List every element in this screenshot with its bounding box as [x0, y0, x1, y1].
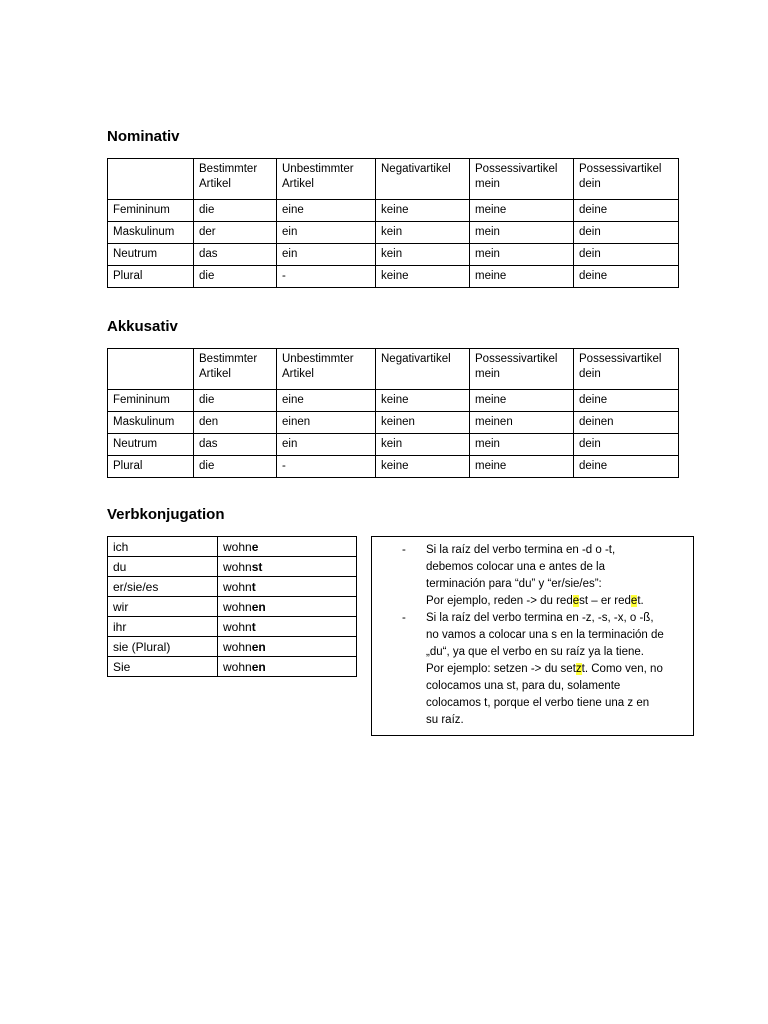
- column-header-line: mein: [475, 368, 500, 380]
- table-cell: meinen: [470, 412, 574, 434]
- column-header-line: Possessivartikel: [579, 353, 662, 365]
- column-header: [574, 159, 679, 200]
- grammar-notes-box: [371, 536, 694, 736]
- column-header-line: Artikel: [282, 368, 314, 380]
- table-header-row: [108, 349, 679, 390]
- table-cell: keinen: [376, 412, 470, 434]
- table-cell: meine: [470, 266, 574, 288]
- table-cell: mein: [470, 434, 574, 456]
- table-cell: keine: [376, 390, 470, 412]
- row-header-cell: Plural: [108, 456, 194, 478]
- column-header: [108, 159, 194, 200]
- table-cell: mein: [470, 222, 574, 244]
- column-header-line: mein: [475, 178, 500, 190]
- table-header-row: [108, 159, 679, 200]
- table-cell: deine: [574, 200, 679, 222]
- table-row: [108, 266, 679, 288]
- table-row: [108, 390, 679, 412]
- note-line: Si la raíz del verbo termina en -z, -s, -x, o -ß,: [426, 612, 654, 624]
- verb-stem: wohn: [223, 640, 252, 654]
- column-header-line: Artikel: [199, 368, 231, 380]
- verb-form-cell: [218, 637, 357, 657]
- column-header-line: dein: [579, 178, 601, 190]
- column-header: [574, 349, 679, 390]
- nominativ-table: [107, 158, 679, 288]
- column-header: [470, 159, 574, 200]
- table-cell: das: [194, 244, 277, 266]
- highlight-mark: e: [572, 595, 580, 607]
- row-header-cell: Femininum: [108, 200, 194, 222]
- table-cell: meine: [470, 456, 574, 478]
- note-line: Si la raíz del verbo termina en -d o -t,: [426, 544, 616, 556]
- table-row: [108, 434, 679, 456]
- column-header: [277, 159, 376, 200]
- verb-ending: en: [251, 660, 266, 674]
- column-header: [277, 349, 376, 390]
- column-header-line: Possessivartikel: [475, 353, 558, 365]
- row-header-cell: Femininum: [108, 390, 194, 412]
- column-header-line: Unbestimmter: [282, 353, 354, 365]
- column-header: [108, 349, 194, 390]
- verb-ending: en: [251, 600, 266, 614]
- column-header-line: Artikel: [282, 178, 314, 190]
- verb-form-cell: [218, 597, 357, 617]
- nominativ-heading: Nominativ: [107, 128, 180, 145]
- table-cell: ein: [277, 244, 376, 266]
- column-header-line: dein: [579, 368, 601, 380]
- column-header-line: Possessivartikel: [475, 163, 558, 175]
- table-cell: keine: [376, 200, 470, 222]
- table-row: [108, 637, 357, 657]
- table-cell: -: [277, 456, 376, 478]
- table-row: [108, 597, 357, 617]
- column-header-line: Bestimmter: [199, 163, 258, 175]
- column-header-line: Negativartikel: [381, 353, 451, 365]
- verb-form-cell: [218, 657, 357, 677]
- verb-form-cell: [218, 537, 357, 557]
- verb-stem: wohn: [223, 600, 252, 614]
- column-header-line: Unbestimmter: [282, 163, 354, 175]
- note-line: debemos colocar una e antes de la: [426, 561, 606, 573]
- highlight-mark: z: [575, 663, 582, 675]
- table-cell: die: [194, 200, 277, 222]
- table-cell: keine: [376, 456, 470, 478]
- table-cell: kein: [376, 434, 470, 456]
- table-row: [108, 557, 357, 577]
- verb-ending: e: [251, 540, 259, 554]
- verb-ending: en: [251, 640, 266, 654]
- table-cell: der: [194, 222, 277, 244]
- table-cell: mein: [470, 244, 574, 266]
- verb-ending: t: [251, 580, 256, 594]
- table-row: [108, 617, 357, 637]
- table-cell: ein: [277, 222, 376, 244]
- table-cell: dein: [574, 222, 679, 244]
- pronoun-cell: wir: [108, 597, 218, 617]
- bullet-dash: -: [402, 544, 406, 556]
- pronoun-cell: ihr: [108, 617, 218, 637]
- pronoun-cell: ich: [108, 537, 218, 557]
- row-header-cell: Neutrum: [108, 244, 194, 266]
- table-row: [108, 537, 357, 557]
- table-cell: meine: [470, 200, 574, 222]
- verb-conjugation-table: [107, 536, 357, 677]
- pronoun-cell: Sie: [108, 657, 218, 677]
- table-cell: den: [194, 412, 277, 434]
- verb-stem: wohn: [223, 540, 252, 554]
- table-cell: deine: [574, 390, 679, 412]
- table-cell: deine: [574, 266, 679, 288]
- column-header: [376, 349, 470, 390]
- note-text: t. Como ven, no: [581, 663, 663, 675]
- note-example-line: [426, 661, 688, 678]
- note-line: colocamos t, porque el verbo tiene una z en: [426, 697, 650, 709]
- table-row: [108, 456, 679, 478]
- note-line: colocamos una st, para du, solamente: [426, 680, 621, 692]
- note-line: no vamos a colocar una s en la terminación de: [426, 629, 664, 641]
- table-row: [108, 577, 357, 597]
- table-cell: die: [194, 390, 277, 412]
- verb-stem: wohn: [223, 580, 252, 594]
- row-header-cell: Neutrum: [108, 434, 194, 456]
- note-line: terminación para “du” y “er/sie/es”:: [426, 578, 602, 590]
- note-line: su raíz.: [426, 714, 464, 726]
- table-cell: die: [194, 456, 277, 478]
- table-cell: deinen: [574, 412, 679, 434]
- note-text: Por ejemplo, reden -> du red: [426, 595, 573, 607]
- table-cell: kein: [376, 222, 470, 244]
- table-cell: ein: [277, 434, 376, 456]
- verbkonjugation-heading: Verbkonjugation: [107, 506, 225, 523]
- table-cell: deine: [574, 456, 679, 478]
- highlight-mark: e: [630, 595, 638, 607]
- row-header-cell: Maskulinum: [108, 412, 194, 434]
- column-header-line: Possessivartikel: [579, 163, 662, 175]
- table-cell: keine: [376, 266, 470, 288]
- verb-form-cell: [218, 557, 357, 577]
- pronoun-cell: du: [108, 557, 218, 577]
- table-row: [108, 244, 679, 266]
- table-cell: meine: [470, 390, 574, 412]
- column-header: [376, 159, 470, 200]
- table-cell: dein: [574, 244, 679, 266]
- bullet-dash: -: [402, 612, 406, 624]
- table-cell: das: [194, 434, 277, 456]
- akkusativ-table: [107, 348, 679, 478]
- verb-form-cell: [218, 577, 357, 597]
- verb-stem: wohn: [223, 620, 252, 634]
- verb-form-cell: [218, 617, 357, 637]
- verb-ending: st: [251, 560, 263, 574]
- note-line: „du“, ya que el verbo en su raíz ya la tiene.: [426, 646, 644, 658]
- row-header-cell: Maskulinum: [108, 222, 194, 244]
- table-cell: eine: [277, 390, 376, 412]
- column-header: [194, 159, 277, 200]
- column-header: [194, 349, 277, 390]
- table-row: [108, 222, 679, 244]
- column-header-line: Negativartikel: [381, 163, 451, 175]
- table-cell: die: [194, 266, 277, 288]
- verb-ending: t: [251, 620, 256, 634]
- pronoun-cell: sie (Plural): [108, 637, 218, 657]
- note-example-line: [426, 593, 688, 610]
- akkusativ-heading: Akkusativ: [107, 318, 178, 335]
- column-header-line: Bestimmter: [199, 353, 258, 365]
- table-cell: kein: [376, 244, 470, 266]
- table-row: [108, 412, 679, 434]
- pronoun-cell: er/sie/es: [108, 577, 218, 597]
- table-cell: dein: [574, 434, 679, 456]
- verb-stem: wohn: [223, 660, 252, 674]
- note-text: t.: [637, 595, 644, 607]
- table-cell: einen: [277, 412, 376, 434]
- table-row: [108, 657, 357, 677]
- column-header: [470, 349, 574, 390]
- row-header-cell: Plural: [108, 266, 194, 288]
- column-header-line: Artikel: [199, 178, 231, 190]
- note-text: Por ejemplo: setzen -> du set: [426, 663, 576, 675]
- verb-stem: wohn: [223, 560, 252, 574]
- table-cell: eine: [277, 200, 376, 222]
- table-cell: -: [277, 266, 376, 288]
- note-text: st – er red: [579, 595, 631, 607]
- table-row: [108, 200, 679, 222]
